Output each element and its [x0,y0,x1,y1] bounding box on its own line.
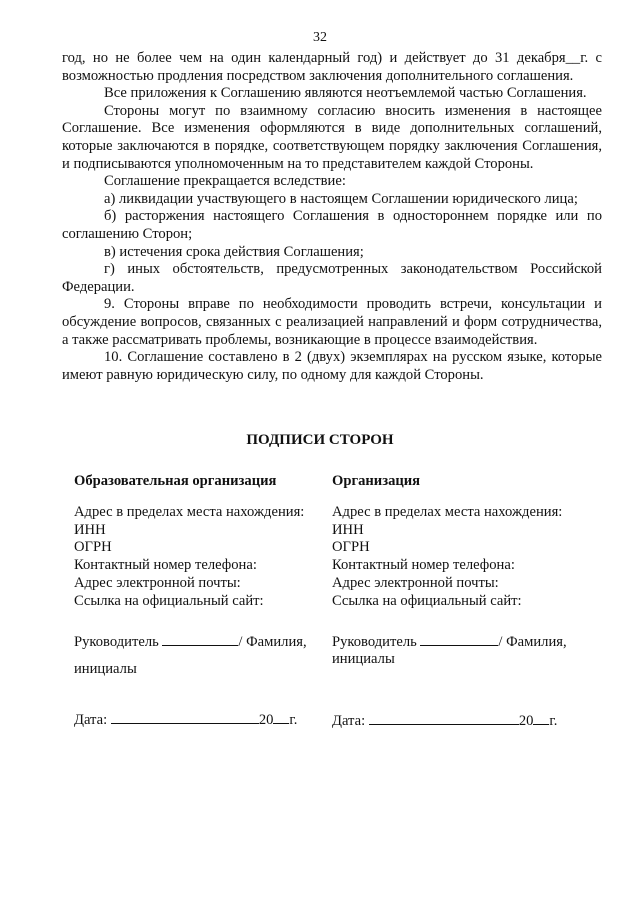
paragraph-termination-a: а) ликвидации участвующего в настоящем Соглашении юридического лица; [104,190,578,207]
left-party-inn: ИНН [74,521,106,538]
agreement-body-text [62,50,602,384]
paragraph-termination-c: в) истечения срока действия Соглашения; [104,243,364,260]
right-party-inn: ИНН [332,521,364,538]
left-party-date-year: 20 [258,712,274,729]
paragraph-termination-d: г) иных обстоятельств, предусмотренных законодательством Российской Федерации. [62,261,602,295]
paragraph-term: год, но не более чем на один календарный год) и действует до 31 декабря__г. с возможностью продления посредством заключения дополнительного соглашения. [62,50,602,84]
paragraph-item-9: 9. Стороны вправе по необходимости проводить встречи, консультации и обсуждение вопросов, связанных с реализацией направлений и форм сотрудничества, а также рассматривать проблемы, возникающие в процессе взаимодействия. [62,296,602,348]
right-party-initials: инициалы [332,651,395,668]
left-party-date-label: Дата: [74,712,108,729]
right-party-head-label: Руководитель [332,633,417,650]
left-party-date-suffix: г. [289,712,298,729]
right-party-head-suffix: / Фамилия, [498,633,567,650]
left-party-initials: инициалы [74,661,137,678]
right-party-date-suffix: г. [549,713,558,730]
right-party-year-blank[interactable] [533,710,549,725]
right-party-email: Адрес электронной почты: [332,574,499,591]
right-party-date-blank[interactable] [369,710,519,725]
left-party-title: Образовательная организация [74,473,277,489]
left-party-website: Ссылка на официальный сайт: [74,592,264,609]
paragraph-appendices: Все приложения к Соглашению являются неотъемлемой частью Соглашения. [104,85,587,102]
right-party-address: Адрес в пределах места нахождения: [332,503,563,520]
left-party-address: Адрес в пределах места нахождения: [74,503,305,520]
left-party-year-blank[interactable] [273,709,289,724]
right-party-title: Организация [332,473,421,489]
right-party-date-line [332,710,602,731]
left-party-phone: Контактный номер телефона: [74,557,257,574]
right-party-website: Ссылка на официальный сайт: [332,592,522,609]
right-party-phone: Контактный номер телефона: [332,557,515,574]
right-party-ogrn: ОГРН [332,539,370,556]
right-party-date-label: Дата: [332,713,366,730]
paragraph-termination-intro: Соглашение прекращается вследствие: [104,173,346,190]
paragraph-amendments: Стороны могут по взаимному согласию вносить изменения в настоящее Соглашение. Все изменения оформляются в виде дополнительных соглашений, которые заключаются в порядке, соответствующем порядку заключения Соглашения, и подписываются уполномоченным на то представителем каждой Стороны. [62,102,602,172]
left-party-date-line [74,709,324,730]
right-party-head-line [332,631,602,652]
right-party-block [332,473,602,731]
paragraph-termination-b: б) расторжения настоящего Соглашения в одностороннем порядке или по соглашению Сторон; [62,208,602,242]
paragraph-item-10: 10. Соглашение составлено в 2 (двух) экземплярах на русском языке, которые имеют равную юридическую силу, по одному для каждой Стороны. [62,349,602,383]
signatures-title: ПОДПИСИ СТОРОН [246,432,394,448]
left-party-date-blank[interactable] [111,709,259,724]
left-party-head-line [74,631,324,652]
left-party-block [74,473,324,730]
left-party-head-suffix: / Фамилия, [238,633,307,650]
right-party-signature-blank[interactable] [420,631,498,646]
left-party-signature-blank[interactable] [162,631,238,646]
page-number: 32 [313,30,327,45]
left-party-email: Адрес электронной почты: [74,574,241,591]
right-party-date-year: 20 [518,713,534,730]
left-party-ogrn: ОГРН [74,539,112,556]
left-party-head-label: Руководитель [74,633,159,650]
